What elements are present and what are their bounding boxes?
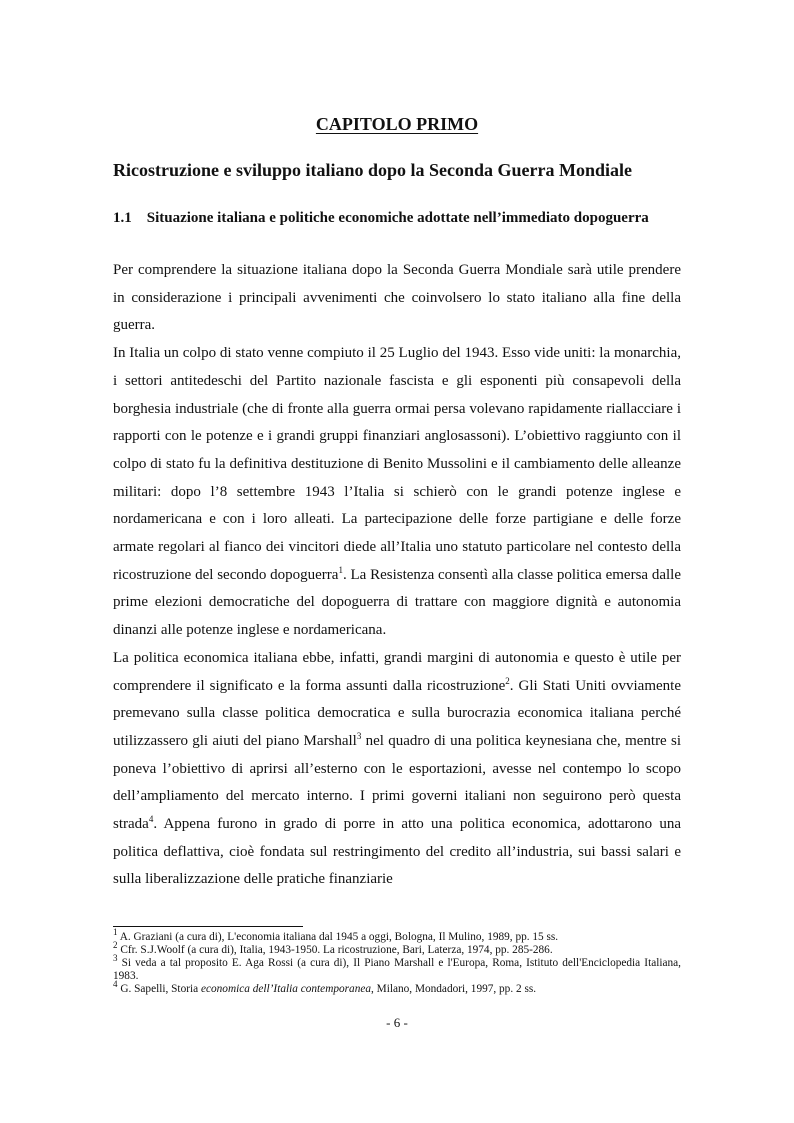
subsection-heading xyxy=(113,205,681,231)
section-heading: Ricostruzione e sviluppo italiano dopo la Seconda Guerra Mondiale xyxy=(113,160,633,180)
paragraph-2: In Italia un colpo di stato venne compiuto il 25 Luglio del 1943. Esso vide uniti: la monarchia, i settori antitedeschi del Partito nazionale fascista e gli esponenti più consapevoli della borghesia industriale (che di fronte alla guerra ormai persa volevano rapidamente riallacciare i rapporti con le potenze e i grandi gruppi finanziari anglosassoni). L’obiettivo raggiunto con il colpo di stato fu la definitiva destituzione di Benito Mussolini e il cambiamento delle alleanze militari: dopo l’8 settembre 1943 l’Italia si schierò con le grandi potenze inglese e nordamericana e con i loro alleati. La partecipazione delle forze partigiane e delle forze armate regolari al fianco dei vincitori diede all’Italia uno statuto particolare nel contesto della ricostruzione del secondo dopoguerra$^1$. La Resistenza consentì alla classe politica emersa dalle prime elezioni democratiche del dopoguerra di trattare con maggiore dignità e autonomia dinanzi alle potenze inglese e nordamericana. xyxy=(113,345,682,639)
page-number: - 6 - xyxy=(386,1015,408,1030)
chapter-title: CAPITOLO PRIMO xyxy=(315,114,479,134)
footnote-4: $^4$ G. Sapelli, Storia economica dell’Italia contemporanea, Milano, Mondadori, 1997, pp. 2 ss. xyxy=(113,979,537,995)
footnote-separator xyxy=(113,926,303,927)
footnote-ref-1: 1 xyxy=(338,564,343,575)
body-text xyxy=(113,257,681,894)
paragraph-1: Per comprendere la situazione italiana dopo la Seconda Guerra Mondiale sarà utile prendere in considerazione i principali avvenimenti che coinvolsero lo stato italiano alla fine della guerra. xyxy=(113,262,681,334)
subsection-number: 1.1 xyxy=(113,210,132,226)
paragraph-3: La politica economica italiana ebbe, infatti, grandi margini di autonomia e questo è utile per comprendere il significato e la forma assunti dalla ricostruzione$^2$. Gli Stati Uniti ovviamente premevano sulla classe politica democratica e sulla burocrazia economica italiana perché utilizzassero gli aiuti del piano Marshall$^3$ nel quadro di una politica keynesiana che, mentre si poneva l’obiettivo di aprirsi all’esterno con le esportazioni, avesse nel contempo lo scopo dell’ampliamento del mercato interno. I primi governi italiani non seguirono però questa strada$^4$. Appena furono in grado di porre in atto una politica economica, adottarono una politica deflattiva, cioè fondata sul restringimento del credito all’industria, sui bassi salari e sulla liberalizzazione delle pratiche finanziarie xyxy=(113,649,682,888)
footnote-ref-4: 4 xyxy=(148,814,154,825)
footnote-ref-2: 2 xyxy=(505,675,510,686)
footnote-2: $^2$ Cfr. S.J.Woolf (a cura di), Italia, 1943-1950. La ricostruzione, Bari, Laterza, 1974, pp. 285-286. xyxy=(113,940,553,956)
footnote-1: $^1$ A. Graziani (a cura di), L'economia italiana dal 1945 a oggi, Bologna, Il Mulino, 1989, pp. 15 ss. xyxy=(113,927,559,943)
footnote-ref-3: 3 xyxy=(356,730,362,741)
footnotes xyxy=(113,927,681,996)
footnote-3: $^3$ Si veda a tal proposito E. Aga Rossi (a cura di), Il Piano Marshall e l'Europa, Roma, Istituto dell'Enciclopedia Italiana, 1983. xyxy=(113,953,681,982)
subsection-title: Situazione italiana e politiche economiche adottate nell’immediato dopoguerra xyxy=(146,210,649,226)
